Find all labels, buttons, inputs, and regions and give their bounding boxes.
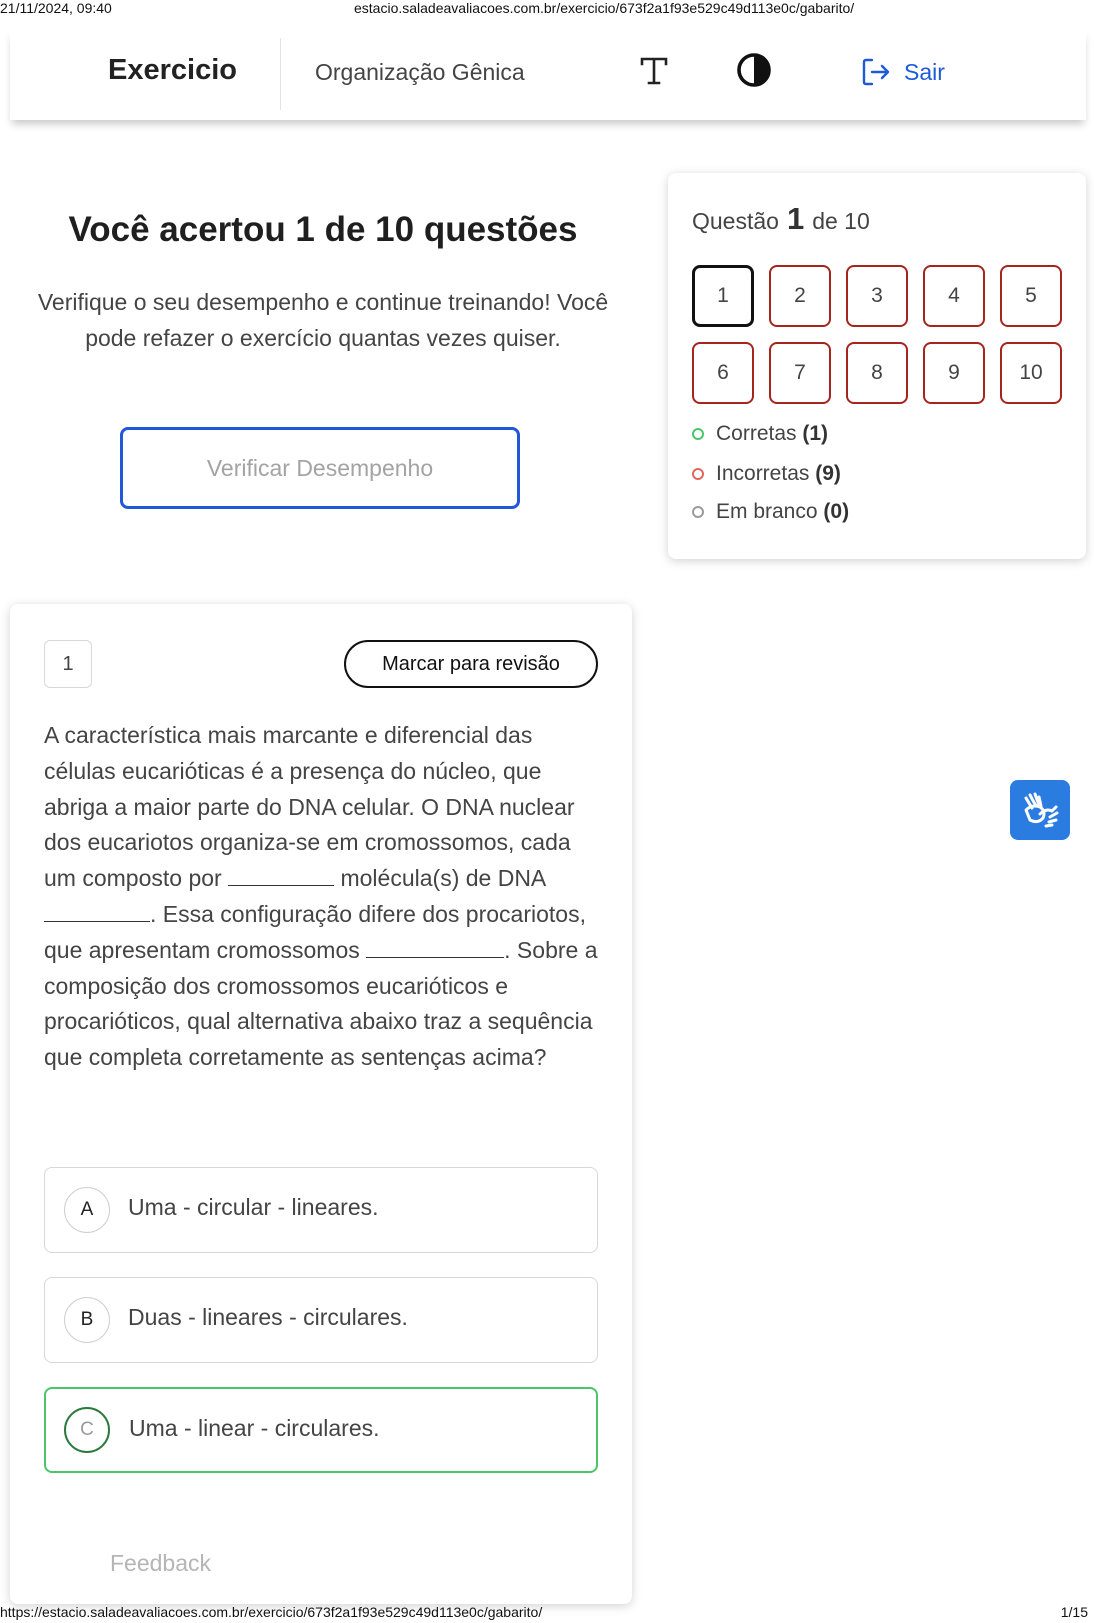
contrast-button[interactable] (734, 50, 774, 90)
statement-part-1: A característica mais marcante e diferencial das células eucarióticas é a presença do núcleo, que abriga a maior parte do DNA celular. O DNA nuclear dos eucariotos organiza-se em cromossomos, cada um composto por (44, 722, 575, 892)
question-button-2[interactable]: 2 (769, 265, 831, 327)
alternative-text: Uma - linear - circulares. (129, 1415, 380, 1441)
blank-dot-icon (692, 506, 704, 518)
app-header (10, 30, 1086, 120)
sign-language-icon (1010, 780, 1070, 840)
legend-incorrect (692, 459, 841, 489)
print-footer (0, 1604, 1094, 1623)
result-description: Verifique o seu desempenho e continue treinando! Você pode refazer o exercício quantas vezes quiser. (37, 289, 609, 351)
brand-title: Exercicio (108, 54, 237, 86)
logout-label: Sair (904, 58, 945, 85)
alternative-text: Duas - lineares - circulares. (128, 1304, 408, 1330)
legend-correct-count: (1) (802, 422, 829, 445)
legend-incorrect-label: Incorretas (716, 462, 810, 485)
print-datetime: 21/11/2024, 09:40 (0, 0, 112, 16)
legend-correct (692, 419, 828, 449)
alternative-text: Uma - circular - lineares. (128, 1194, 379, 1220)
print-page-number: 1/15 (1060, 1604, 1088, 1620)
navigator-heading (692, 201, 870, 237)
statement-part-3: . Essa configuração difere dos procariotos, que apresentam cromossomos (44, 900, 586, 963)
answer-blank-3 (366, 938, 504, 958)
question-button-6[interactable]: 6 (692, 342, 754, 404)
question-button-9[interactable]: 9 (923, 342, 985, 404)
font-size-icon (634, 50, 674, 90)
alternative-letter: B (64, 1297, 110, 1343)
legend-blank-count: (0) (823, 500, 850, 523)
question-button-8[interactable]: 8 (846, 342, 908, 404)
question-button-1[interactable]: 1 (692, 265, 754, 327)
print-url-bottom: https://estacio.saladeavaliacoes.com.br/exercicio/673f2a1f93e529c49d113e0c/gabarito/ (0, 1604, 543, 1620)
question-number-badge: 1 (44, 640, 92, 688)
alternative-letter: A (64, 1187, 110, 1233)
question-navigator (668, 173, 1086, 559)
font-size-button[interactable] (634, 50, 674, 90)
legend-incorrect-count: (9) (815, 462, 841, 485)
print-header (0, 0, 1094, 16)
navigator-current-number: 1 (786, 201, 805, 236)
question-button-5[interactable]: 5 (1000, 265, 1062, 327)
feedback-toggle[interactable]: Feedback (110, 1550, 212, 1576)
answer-blank-2 (44, 902, 150, 922)
header-divider (280, 38, 281, 110)
logout-icon (860, 56, 892, 88)
question-button-3[interactable]: 3 (846, 265, 908, 327)
alternative-c-correct[interactable] (44, 1387, 598, 1473)
mark-for-review-button[interactable]: Marcar para revisão (344, 640, 598, 688)
statement-part-2: molécula(s) de DNA (340, 865, 546, 892)
question-button-7[interactable]: 7 (769, 342, 831, 404)
statement-part-4: . Sobre a composição dos cromossomos eucarióticos e procarióticos, qual alternativa abaixo traz a sequência que completa corretamente as sentenças acima? (44, 936, 598, 1071)
question-card (10, 604, 632, 1604)
navigator-label-prefix: Questão (692, 208, 779, 234)
print-url-top: estacio.saladeavaliacoes.com.br/exercicio/673f2a1f93e529c49d113e0c/gabarito/ (354, 0, 855, 16)
navigator-label-suffix: de 10 (812, 208, 870, 234)
legend-blank-label: Em branco (716, 500, 818, 523)
alternative-a[interactable] (44, 1167, 598, 1253)
answer-blank-1 (228, 866, 334, 886)
legend-correct-label: Corretas (716, 422, 797, 445)
libras-widget-button[interactable] (1010, 780, 1070, 840)
topic-title: Organização Gênica (315, 59, 525, 85)
question-statement (44, 718, 604, 1076)
incorrect-dot-icon (692, 468, 704, 480)
question-button-4[interactable]: 4 (923, 265, 985, 327)
contrast-icon (734, 50, 774, 90)
verify-performance-button[interactable]: Verificar Desempenho (120, 427, 520, 509)
alternative-b[interactable] (44, 1277, 598, 1363)
question-button-10[interactable]: 10 (1000, 342, 1062, 404)
result-title: Você acertou 1 de 10 questões (68, 210, 578, 249)
legend-blank (692, 497, 849, 527)
correct-dot-icon (692, 428, 704, 440)
logout-button[interactable] (860, 54, 945, 90)
alternative-letter: C (64, 1407, 110, 1453)
